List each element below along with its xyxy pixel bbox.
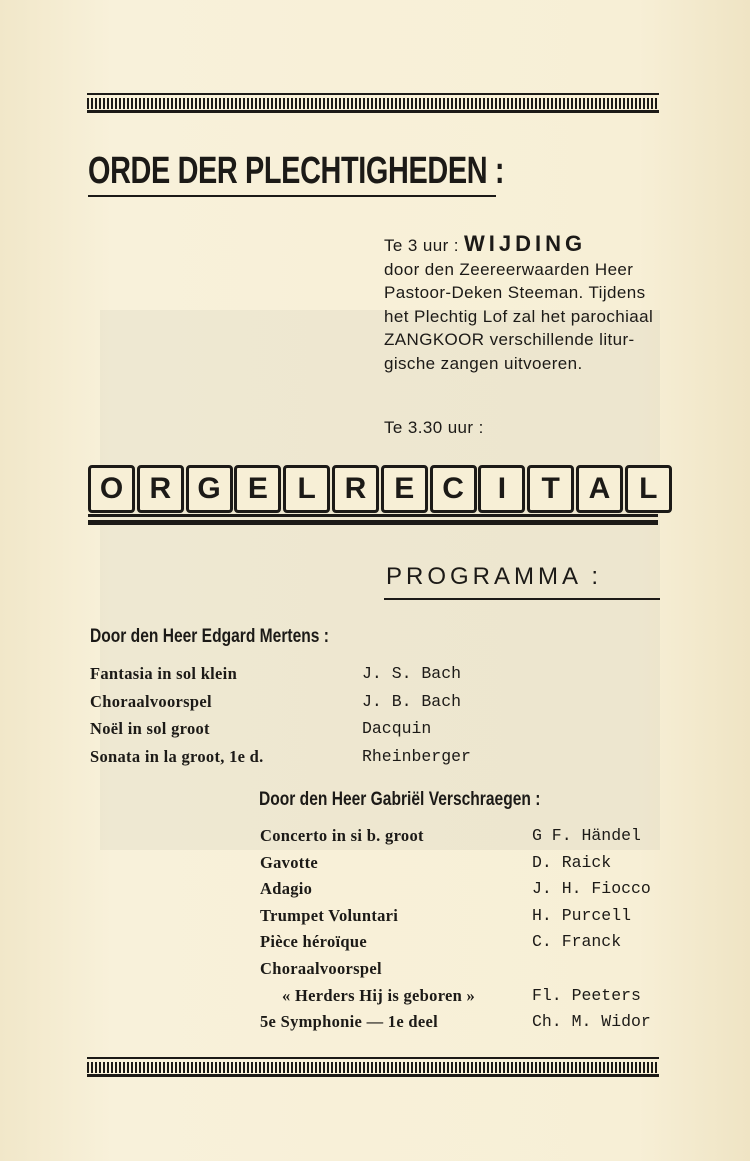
page-heading: ORDE DER PLECHTIGHEDEN :: [88, 150, 505, 192]
performer-heading-verschraegen: Door den Heer Gabriël Verschraegen :: [259, 789, 541, 810]
program-item: [260, 1012, 660, 1039]
bottom-decorative-rule: [87, 1057, 659, 1077]
program-item: [260, 906, 660, 933]
recital-underline-thick: [88, 520, 658, 525]
recital-letter: L: [283, 465, 330, 513]
work-title: Noël in sol groot: [90, 719, 210, 738]
recital-letter: O: [88, 465, 135, 513]
recital-title: [88, 465, 674, 513]
work-title: Sonata in la groot, 1e d.: [90, 746, 264, 766]
work-composer: Dacquin: [362, 719, 432, 738]
intro-line: gische zangen uitvoeren.: [384, 353, 583, 373]
program-item: [90, 664, 490, 692]
work-composer: Rheinberger: [362, 746, 471, 766]
recital-letter: R: [332, 465, 379, 513]
heading-underline: [88, 195, 496, 197]
program-item: [90, 719, 490, 747]
work-composer: J. B. Bach: [362, 691, 462, 711]
program-item: [260, 932, 660, 959]
intro-block: [384, 232, 664, 375]
recital-letter: I: [478, 465, 525, 513]
works-list-verschraegen: [260, 826, 660, 1039]
work-composer: Fl. Peeters: [532, 985, 641, 1005]
work-title: Concerto in si b. groot: [260, 826, 424, 845]
recital-time: Te 3.30 uur :: [384, 418, 484, 437]
program-item: [260, 826, 660, 853]
recital-letter: C: [430, 465, 477, 513]
recital-underline-thin: [88, 514, 658, 517]
work-title: Pièce héroïque: [260, 932, 367, 952]
recital-letter: T: [527, 465, 574, 513]
work-composer: J. H. Fiocco: [532, 879, 651, 899]
program-item: [90, 692, 490, 720]
work-title: Choraalvoorspel: [260, 958, 382, 978]
intro-line: door den Zeereerwaarden Heer: [384, 259, 634, 279]
works-list-mertens: [90, 664, 490, 774]
work-title: Choraalvoorspel: [90, 691, 212, 711]
program-item: [260, 986, 660, 1013]
work-composer: G F. Händel: [532, 826, 641, 845]
programma-heading: PROGRAMMA :: [386, 563, 603, 590]
programma-underline: [384, 598, 660, 600]
intro-time: Te 3 uur :: [384, 236, 459, 255]
performer-heading-mertens: Door den Heer Edgard Mertens :: [90, 626, 329, 647]
work-title: Adagio: [260, 879, 313, 899]
intro-line: ZANGKOOR verschillende litur-: [384, 330, 635, 349]
recital-letter: G: [186, 465, 233, 513]
work-title: 5e Symphonie — 1e deel: [260, 1012, 439, 1032]
work-composer: J. S. Bach: [362, 664, 462, 683]
intro-first-line: [384, 232, 664, 258]
work-composer: H. Purcell: [532, 905, 632, 925]
top-decorative-rule: [87, 93, 659, 113]
program-item: [260, 879, 660, 906]
recital-letter: E: [381, 465, 428, 513]
work-title: Gavotte: [260, 852, 318, 872]
program-item: [260, 853, 660, 880]
work-title: Fantasia in sol klein: [90, 664, 238, 683]
recital-letter: L: [625, 465, 672, 513]
program-item: [90, 747, 490, 775]
intro-line: Pastoor-Deken Steeman. Tijdens: [384, 283, 646, 302]
work-composer: D. Raick: [532, 852, 612, 872]
program-item: [260, 959, 660, 986]
work-title: Trumpet Voluntari: [260, 905, 399, 925]
recital-letter: A: [576, 465, 623, 513]
work-composer: Ch. M. Widor: [532, 1012, 651, 1032]
work-composer: C. Franck: [532, 932, 622, 952]
intro-event: WIJDING: [464, 231, 587, 256]
recital-letter: E: [234, 465, 281, 513]
recital-letter: R: [137, 465, 184, 513]
work-title: « Herders Hij is geboren »: [282, 985, 476, 1005]
intro-line: het Plechtig Lof zal het parochiaal: [384, 306, 654, 326]
